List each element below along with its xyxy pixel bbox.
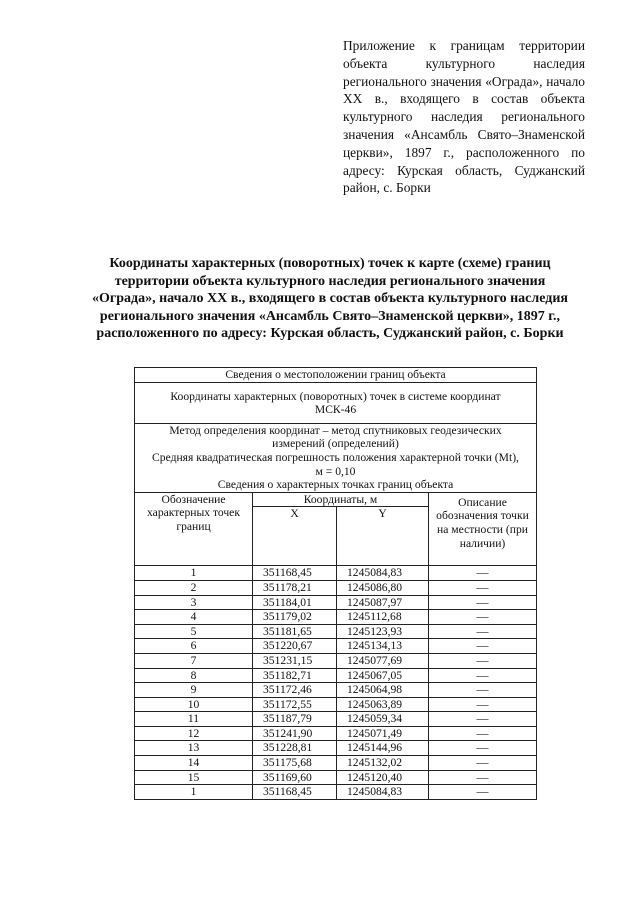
y-value: 1245144,96 [337,741,429,756]
x-value: 351178,21 [253,580,337,595]
table-row [135,712,537,727]
table-row [135,595,537,610]
table-row [135,668,537,683]
method-info [135,423,537,492]
point-number: 4 [135,610,253,625]
accuracy-line: Средняя квадратическая погрешность положения характерной точки (Mt), м = 0,10 [152,450,519,478]
y-value: 1245067,05 [337,668,429,683]
y-value: 1245132,02 [337,756,429,771]
table-row [135,770,537,785]
col-description-header: Описание обозначения точки на местности (при наличии) [429,492,537,566]
point-number: 1 [135,785,253,800]
y-value: 1245071,49 [337,726,429,741]
x-value: 351182,71 [253,668,337,683]
table-row [135,785,537,800]
y-value: 1245077,69 [337,653,429,668]
table-row [135,741,537,756]
y-value: 1245063,89 [337,697,429,712]
annex-note: Приложение к границам территории объекта культурного наследия регионального значения «Ограда», начало XX в., входящего в состав объекта культурного наследия регионального значения «Ансамбль Свято–Знаменской церкви», 1897 г., расположенного по адресу: Курская область, Суджанский район, с. Борки [343,38,585,196]
x-value: 351179,02 [253,610,337,625]
coord-system-header: Координаты характерных (поворотных) точек в системе координат МСК-46 [135,382,537,423]
x-value: 351168,45 [253,566,337,581]
col-designation-header: Обозначение характерных точек границ [135,492,253,566]
y-value: 1245120,40 [337,770,429,785]
x-value: 351231,15 [253,653,337,668]
point-number: 10 [135,697,253,712]
point-description: — [429,610,537,625]
point-number: 8 [135,668,253,683]
point-description: — [429,624,537,639]
x-value: 351172,55 [253,697,337,712]
points-header: Сведения о характерных точках границ объекта [217,478,454,492]
point-number: 14 [135,756,253,771]
table-row [135,580,537,595]
point-description: — [429,566,537,581]
table-row [135,756,537,771]
point-number: 15 [135,770,253,785]
y-value: 1245134,13 [337,639,429,654]
point-description: — [429,683,537,698]
x-value: 351175,68 [253,756,337,771]
table-row [135,624,537,639]
col-y-header: Y [337,507,429,566]
point-number: 5 [135,624,253,639]
coordinates-table [134,367,537,800]
point-description: — [429,595,537,610]
point-description: — [429,726,537,741]
col-coordinates-header: Координаты, м [253,492,429,507]
y-value: 1245059,34 [337,712,429,727]
table-row [135,639,537,654]
point-description: — [429,653,537,668]
point-number: 13 [135,741,253,756]
y-value: 1245112,68 [337,610,429,625]
point-description: — [429,770,537,785]
point-number: 11 [135,712,253,727]
point-number: 12 [135,726,253,741]
point-number: 1 [135,566,253,581]
document-title: Координаты характерных (поворотных) точек к карте (схеме) границ территории объекта культурного наследия регионального значения «Ограда», начало XX в., входящего в состав объекта культурного наследия регионального значения «Ансамбль Свято–Знаменской церкви», 1897 г., расположенного по адресу: Курская область, Суджанский район, с. Борки [91,256,569,342]
x-value: 351187,79 [253,712,337,727]
location-header: Сведения о местоположении границ объекта [135,368,537,383]
point-number: 3 [135,595,253,610]
point-description: — [429,785,537,800]
table-row [135,697,537,712]
point-description: — [429,668,537,683]
point-description: — [429,639,537,654]
point-description: — [429,697,537,712]
x-value: 351241,90 [253,726,337,741]
point-number: 7 [135,653,253,668]
point-description: — [429,712,537,727]
x-value: 351172,46 [253,683,337,698]
table-row [135,610,537,625]
point-description: — [429,741,537,756]
point-description: — [429,756,537,771]
y-value: 1245084,83 [337,566,429,581]
point-number: 2 [135,580,253,595]
x-value: 351169,60 [253,770,337,785]
x-value: 351220,67 [253,639,337,654]
table-row [135,653,537,668]
col-x-header: X [253,507,337,566]
table-row [135,683,537,698]
x-value: 351184,01 [253,595,337,610]
y-value: 1245086,80 [337,580,429,595]
table-body [135,368,537,800]
x-value: 351228,81 [253,741,337,756]
method-line: Метод определения координат – метод спутниковых геодезических измерений (определений) [169,423,502,451]
table-row [135,566,537,581]
y-value: 1245084,83 [337,785,429,800]
x-value: 351168,45 [253,785,337,800]
point-number: 9 [135,683,253,698]
x-value: 351181,65 [253,624,337,639]
y-value: 1245064,98 [337,683,429,698]
y-value: 1245087,97 [337,595,429,610]
point-number: 6 [135,639,253,654]
y-value: 1245123,93 [337,624,429,639]
table-row [135,726,537,741]
point-description: — [429,580,537,595]
